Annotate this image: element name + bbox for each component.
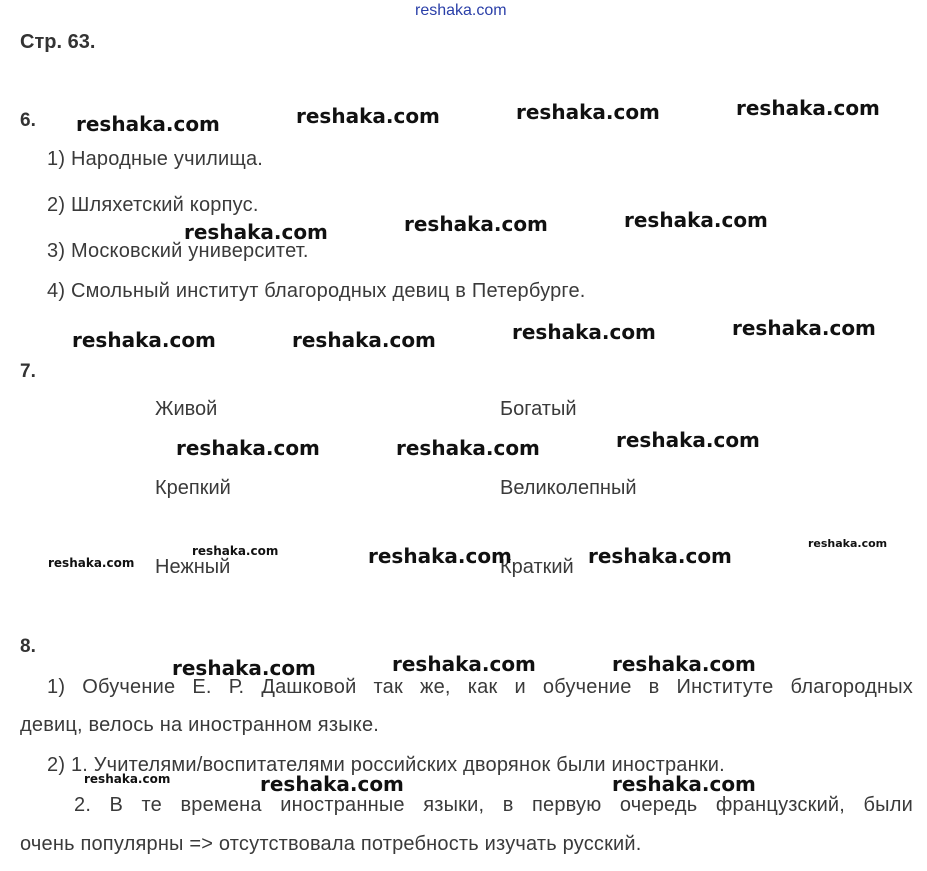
- watermark: reshaka.com: [84, 772, 171, 786]
- watermark: reshaka.com: [292, 328, 436, 352]
- q7-word-bogaty: Богатый: [500, 398, 577, 420]
- watermark: reshaka.com: [588, 544, 732, 568]
- q7-word-krepkiy: Крепкий: [155, 477, 231, 499]
- watermark: reshaka.com: [392, 652, 536, 676]
- watermark: reshaka.com: [72, 328, 216, 352]
- watermark: reshaka.com: [48, 556, 135, 570]
- watermark: reshaka.com: [368, 544, 512, 568]
- q8-answer-1-line-2: девиц, велось на иностранном языке.: [20, 714, 380, 736]
- q8-answer-2-line-3: очень популярны => отсутствовала потребность изучать русский.: [20, 833, 642, 855]
- watermark: reshaka.com: [732, 316, 876, 340]
- watermark: reshaka.com: [260, 772, 404, 796]
- q7-word-kratkiy: Краткий: [500, 556, 574, 578]
- page-title: Стр. 63.: [20, 31, 96, 53]
- watermark: reshaka.com: [808, 537, 888, 550]
- watermark: reshaka.com: [616, 428, 760, 452]
- question-8-number: 8.: [20, 636, 36, 657]
- watermark: reshaka.com: [612, 772, 756, 796]
- q6-item-3: 3) Московский университет.: [47, 240, 309, 262]
- watermark: reshaka.com: [76, 112, 220, 136]
- watermark: reshaka.com: [172, 656, 316, 680]
- watermark: reshaka.com: [512, 320, 656, 344]
- watermark: reshaka.com: [192, 544, 279, 558]
- watermark: reshaka.com: [184, 220, 328, 244]
- question-6-number: 6.: [20, 110, 36, 131]
- q6-item-4: 4) Смольный институт благородных девиц в Петербурге.: [47, 280, 586, 302]
- q8-answer-2-line-1: 2) 1. Учителями/воспитателями российских дворянок были иностранки.: [47, 754, 725, 776]
- watermark: reshaka.com: [176, 436, 320, 460]
- watermark: reshaka.com: [516, 100, 660, 124]
- q7-word-nezhny: Нежный: [155, 556, 231, 578]
- q6-item-2: 2) Шляхетский корпус.: [47, 194, 259, 216]
- q7-word-zhivoy: Живой: [155, 398, 218, 420]
- q7-word-velikolepny: Великолепный: [500, 477, 637, 499]
- watermark: reshaka.com: [624, 208, 768, 232]
- watermark: reshaka.com: [404, 212, 548, 236]
- watermark: reshaka.com: [736, 96, 880, 120]
- q8-answer-2-line-2: 2. В те времена иностранные языки, в первую очередь французский, были: [74, 794, 913, 816]
- watermark: reshaka.com: [396, 436, 540, 460]
- watermark: reshaka.com: [612, 652, 756, 676]
- watermark: reshaka.com: [296, 104, 440, 128]
- q6-item-1: 1) Народные училища.: [47, 148, 264, 170]
- q8-answer-1-line-1: 1) Обучение Е. Р. Дашковой так же, как и обучение в Институте благородных: [47, 676, 913, 698]
- site-watermark: reshaka.com: [415, 2, 507, 19]
- question-7-number: 7.: [20, 361, 36, 382]
